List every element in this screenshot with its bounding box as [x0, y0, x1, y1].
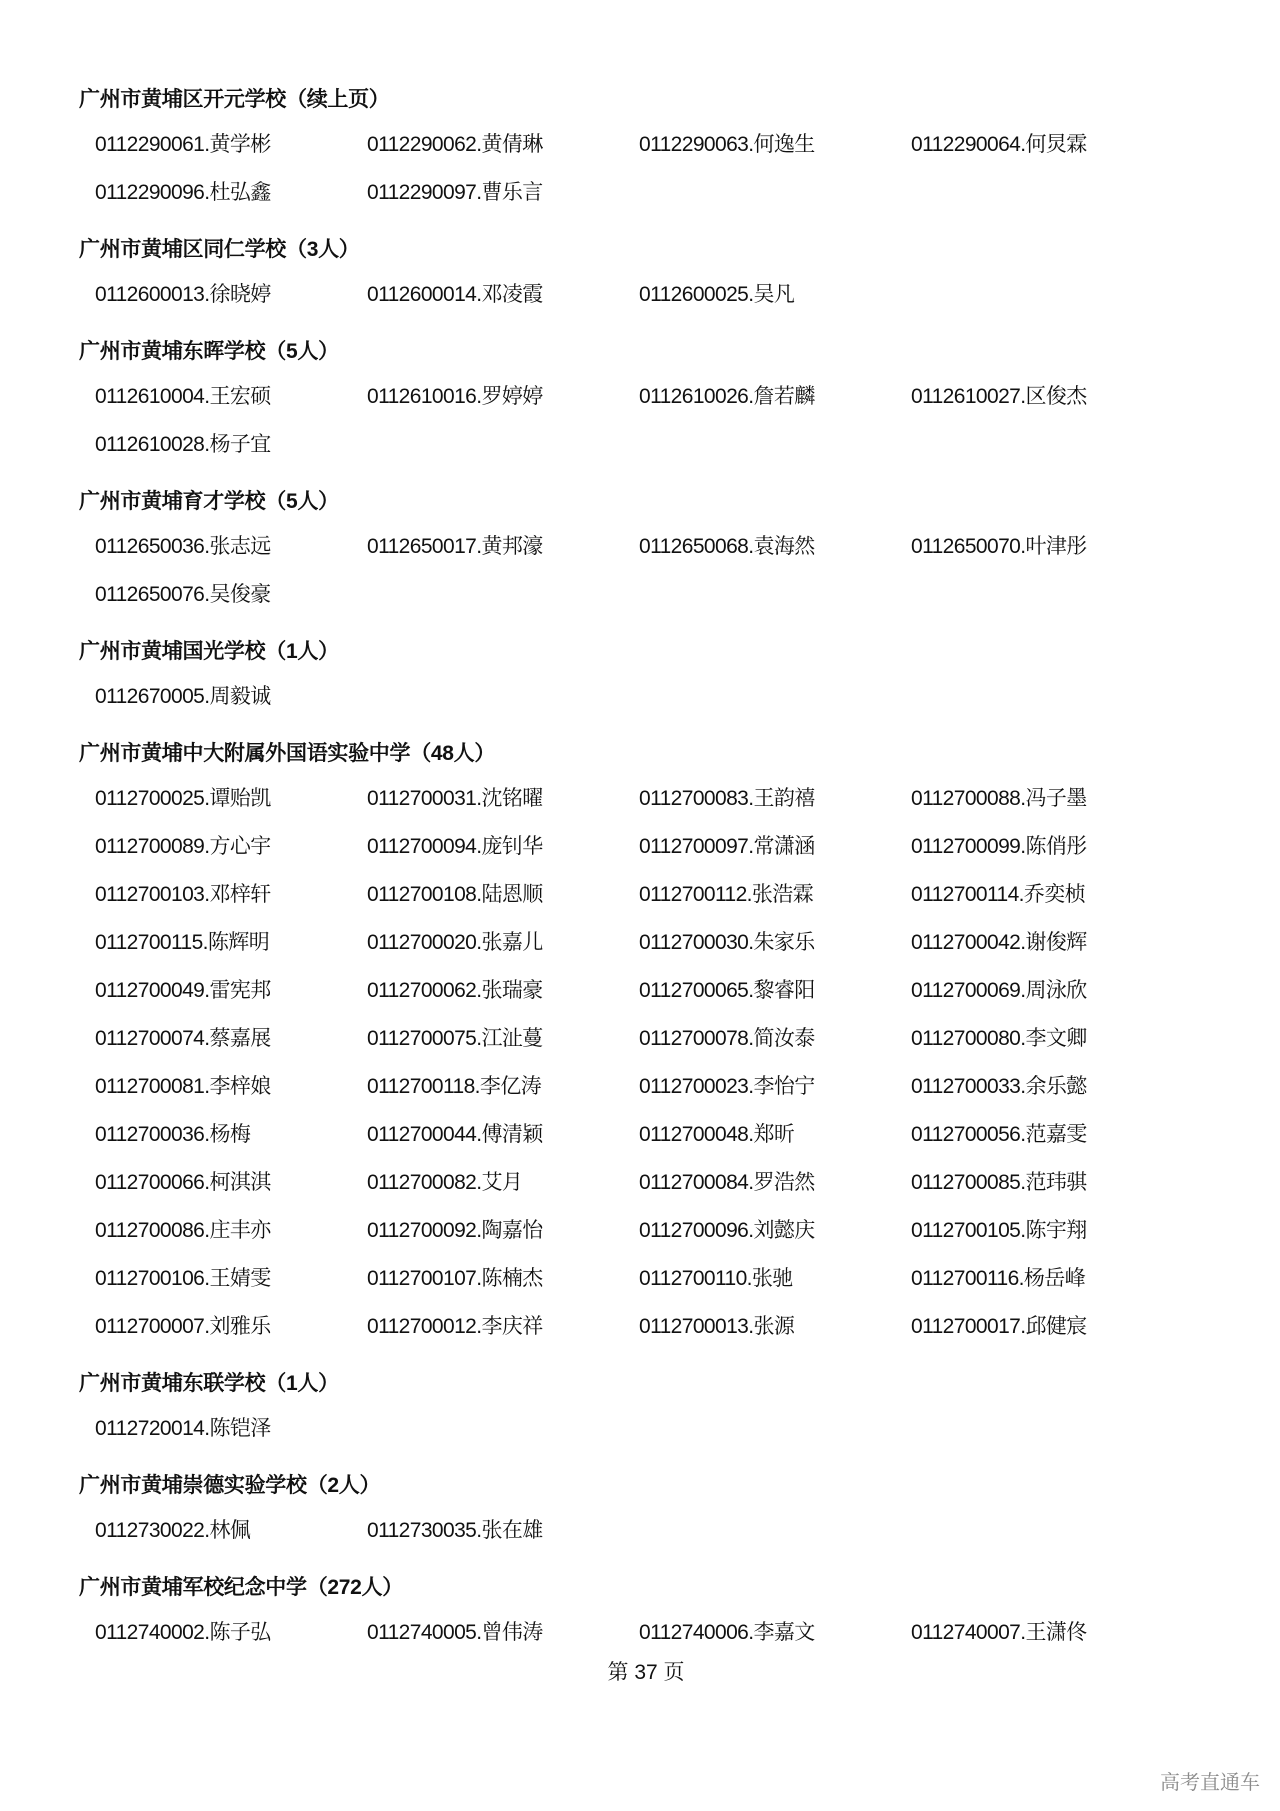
- student-entry: 0112650036.张志远: [95, 535, 271, 558]
- student-entry: 0112670005.周毅诚: [95, 685, 271, 708]
- school-section: [79, 1566, 1229, 1657]
- student-row: [79, 1159, 1229, 1207]
- student-entry: 0112700097.常潇涵: [639, 835, 815, 858]
- student-entry: 0112600013.徐晓婷: [95, 283, 271, 306]
- student-entry: 0112600025.吴凡: [639, 283, 795, 306]
- student-entry: 0112700085.范玮骐: [911, 1171, 1087, 1194]
- student-row: [79, 1063, 1229, 1111]
- student-entry: 0112700080.李文卿: [911, 1027, 1087, 1050]
- student-entry: 0112700017.邱健宸: [911, 1315, 1087, 1338]
- student-entry: 0112700082.艾月: [367, 1171, 523, 1194]
- student-entry: 0112700044.傅清颖: [367, 1123, 543, 1146]
- student-entry: 0112650017.黄邦濠: [367, 535, 543, 558]
- student-entry: 0112650076.吴俊豪: [95, 583, 271, 606]
- school-heading: 广州市黄埔育才学校（5人）: [79, 490, 339, 513]
- student-entry: 0112700025.谭贻凯: [95, 787, 271, 810]
- student-entry: 0112700083.王韵禧: [639, 787, 815, 810]
- school-heading: 广州市黄埔军校纪念中学（272人）: [79, 1576, 403, 1599]
- student-row: [79, 1405, 1229, 1453]
- student-entry: 0112290096.杜弘鑫: [95, 181, 271, 204]
- student-entry: 0112700112.张浩霖: [639, 883, 814, 906]
- student-row: [79, 1015, 1229, 1063]
- watermark: 高考直通车: [1160, 1772, 1260, 1794]
- student-entry: 0112700089.方心宇: [95, 835, 271, 858]
- student-entry: 0112740006.李嘉文: [639, 1621, 815, 1644]
- student-entry: 0112290097.曹乐言: [367, 181, 543, 204]
- student-entry: 0112700062.张瑞豪: [367, 979, 543, 1002]
- school-section: [79, 1464, 1229, 1555]
- student-entry: 0112700023.李怡宁: [639, 1075, 815, 1098]
- student-entry: 0112700066.柯淇淇: [95, 1171, 271, 1194]
- student-row: [79, 169, 1229, 217]
- school-heading: 广州市黄埔东联学校（1人）: [79, 1372, 339, 1395]
- student-entry: 0112700092.陶嘉怡: [367, 1219, 543, 1242]
- student-entry: 0112700086.庄丰亦: [95, 1219, 271, 1242]
- student-row: [79, 523, 1229, 571]
- student-row: [79, 1303, 1229, 1351]
- student-entry: 0112730022.林佩: [95, 1519, 251, 1542]
- student-entry: 0112700075.江沚蔓: [367, 1027, 543, 1050]
- student-entry: 0112700107.陈楠杰: [367, 1267, 543, 1290]
- student-entry: 0112650068.袁海然: [639, 535, 815, 558]
- school-section: [79, 1362, 1229, 1453]
- student-entry: 0112700065.黎睿阳: [639, 979, 815, 1002]
- school-heading: 广州市黄埔中大附属外国语实验中学（48人）: [79, 742, 496, 765]
- student-entry: 0112700096.刘懿庆: [639, 1219, 815, 1242]
- student-entry: 0112720014.陈铠泽: [95, 1417, 271, 1440]
- student-row: [79, 919, 1229, 967]
- school-section: [79, 630, 1229, 721]
- student-entry: 0112610026.詹若麟: [639, 385, 815, 408]
- student-entry: 0112610004.王宏硕: [95, 385, 271, 408]
- student-entry: 0112700105.陈宇翔: [911, 1219, 1087, 1242]
- student-entry: 0112700084.罗浩然: [639, 1171, 815, 1194]
- student-entry: 0112290062.黄倩琳: [367, 133, 543, 156]
- student-entry: 0112700013.张源: [639, 1315, 795, 1338]
- student-entry: 0112700088.冯子墨: [911, 787, 1087, 810]
- student-entry: 0112700103.邓梓轩: [95, 883, 271, 906]
- student-entry: 0112700115.陈辉明: [95, 931, 270, 954]
- student-entry: 0112700056.范嘉雯: [911, 1123, 1087, 1146]
- student-entry: 0112730035.张在雄: [367, 1519, 543, 1542]
- student-entry: 0112700036.杨梅: [95, 1123, 251, 1146]
- student-row: [79, 121, 1229, 169]
- student-entry: 0112700020.张嘉儿: [367, 931, 543, 954]
- student-entry: 0112700114.乔奕桢: [911, 883, 1086, 906]
- school-section: [79, 480, 1229, 619]
- student-entry: 0112700081.李梓娘: [95, 1075, 271, 1098]
- student-entry: 0112700078.简汝泰: [639, 1027, 815, 1050]
- student-entry: 0112700012.李庆祥: [367, 1315, 543, 1338]
- student-entry: 0112700118.李亿涛: [367, 1075, 542, 1098]
- student-row: [79, 967, 1229, 1015]
- student-entry: 0112700048.郑昕: [639, 1123, 795, 1146]
- student-entry: 0112610027.区俊杰: [911, 385, 1087, 408]
- school-section: [79, 732, 1229, 1351]
- student-row: [79, 823, 1229, 871]
- student-entry: 0112700030.朱家乐: [639, 931, 815, 954]
- student-entry: 0112700049.雷宪邦: [95, 979, 271, 1002]
- student-row: [79, 775, 1229, 823]
- student-entry: 0112600014.邓凌霞: [367, 283, 543, 306]
- admission-list: [79, 78, 1229, 1657]
- student-row: [79, 1111, 1229, 1159]
- student-entry: 0112650070.叶津彤: [911, 535, 1087, 558]
- student-entry: 0112610016.罗婷婷: [367, 385, 543, 408]
- student-row: [79, 571, 1229, 619]
- student-row: [79, 673, 1229, 721]
- student-row: [79, 1507, 1229, 1555]
- student-row: [79, 1609, 1229, 1657]
- student-entry: 0112740002.陈子弘: [95, 1621, 271, 1644]
- student-row: [79, 1255, 1229, 1303]
- student-entry: 0112290061.黄学彬: [95, 133, 271, 156]
- student-entry: 0112290064.何炅霖: [911, 133, 1087, 156]
- page-number: 第 37 页: [607, 1661, 685, 1684]
- student-entry: 0112700094.庞钊华: [367, 835, 543, 858]
- student-row: [79, 871, 1229, 919]
- student-entry: 0112700033.余乐懿: [911, 1075, 1087, 1098]
- school-heading: 广州市黄埔国光学校（1人）: [79, 640, 339, 663]
- student-entry: 0112740005.曾伟涛: [367, 1621, 543, 1644]
- school-heading: 广州市黄埔区开元学校（续上页）: [79, 88, 390, 111]
- student-entry: 0112700106.王婧雯: [95, 1267, 271, 1290]
- student-entry: 0112700074.蔡嘉展: [95, 1027, 271, 1050]
- student-entry: 0112700007.刘雅乐: [95, 1315, 271, 1338]
- student-entry: 0112700042.谢俊辉: [911, 931, 1087, 954]
- student-entry: 0112700116.杨岳峰: [911, 1267, 1086, 1290]
- school-heading: 广州市黄埔东晖学校（5人）: [79, 340, 339, 363]
- student-entry: 0112740007.王潇佟: [911, 1621, 1087, 1644]
- student-entry: 0112700110.张驰: [639, 1267, 793, 1290]
- student-entry: 0112290063.何逸生: [639, 133, 815, 156]
- school-section: [79, 228, 1229, 319]
- school-heading: 广州市黄埔崇德实验学校（2人）: [79, 1474, 381, 1497]
- student-row: [79, 373, 1229, 421]
- student-entry: 0112700069.周泳欣: [911, 979, 1087, 1002]
- student-row: [79, 421, 1229, 469]
- student-entry: 0112610028.杨子宜: [95, 433, 271, 456]
- school-section: [79, 78, 1229, 217]
- student-entry: 0112700099.陈俏彤: [911, 835, 1087, 858]
- student-row: [79, 271, 1229, 319]
- school-section: [79, 330, 1229, 469]
- student-entry: 0112700108.陆恩顺: [367, 883, 543, 906]
- school-heading: 广州市黄埔区同仁学校（3人）: [79, 238, 360, 261]
- student-entry: 0112700031.沈铭曜: [367, 787, 543, 810]
- student-row: [79, 1207, 1229, 1255]
